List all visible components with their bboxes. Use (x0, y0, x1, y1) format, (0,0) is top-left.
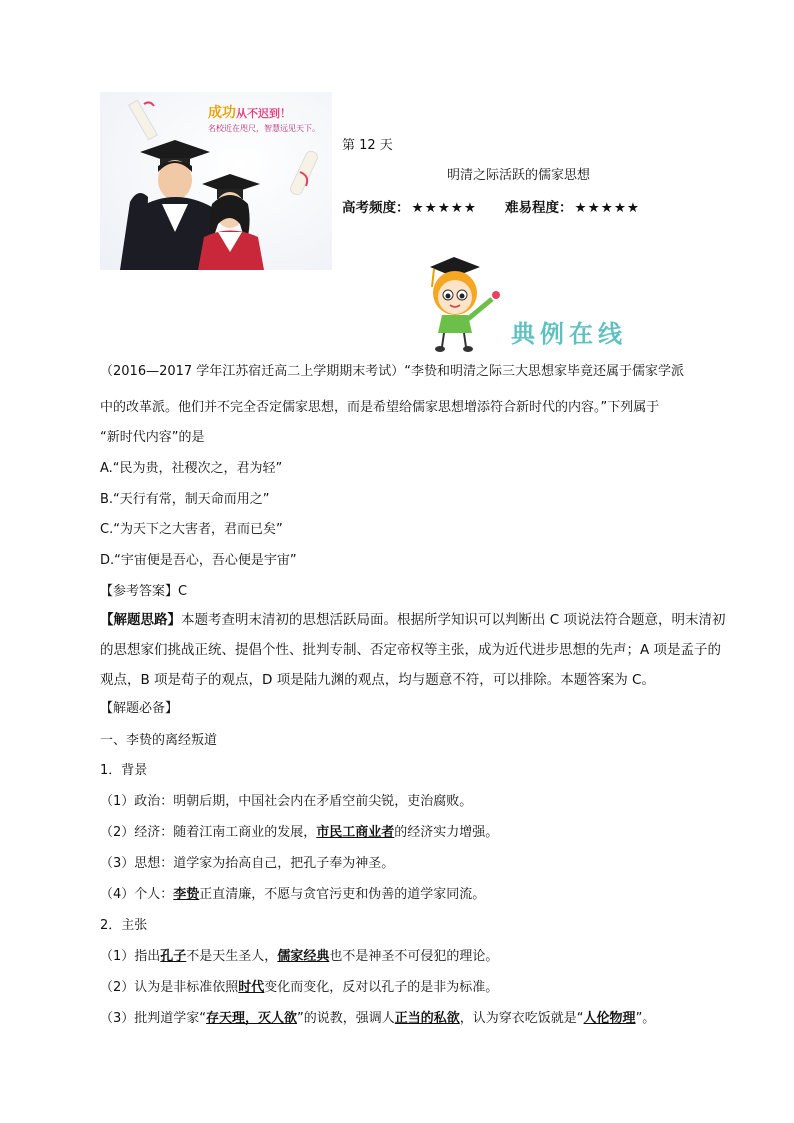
frequency-label: 高考频度： (342, 200, 410, 216)
analysis-line-3: 观点，B 项是荀子的观点，D 项是陆九渊的观点，均与题意不符，可以排除。本题答案为 C。 (100, 672, 655, 688)
claim-2-emphasis-1: 时代 (238, 980, 265, 995)
claim-3-part-3: ，认为穿衣吃饭就是“ (459, 1011, 584, 1026)
answer-row (100, 580, 720, 599)
analysis-line-2: 的思想家们挑战正统、提倡个性、批判专制、否定帝权等主张，成为近代进步思想的先声；A 项是孟子的 (100, 642, 722, 658)
option-b: B.“天行有常，制天命而用之” (100, 492, 270, 507)
option-a: A.“民为贵，社稷次之，君为轻” (100, 461, 283, 476)
claim-3-emphasis-3: 人伦物理 (583, 1011, 636, 1026)
slogan-main-text: 成功 (208, 105, 236, 121)
answer-label: 【参考答案】 (100, 584, 179, 599)
essentials-heading-1: 一、李贽的离经叛道 (100, 733, 218, 748)
essentials-label: 【解题必备】 (100, 701, 179, 716)
claim-3 (100, 1007, 720, 1026)
economy-prefix: （2）经济：随着江南工商业的发展， (100, 825, 317, 840)
slogan-accent-text: 从不迟到！ (236, 107, 291, 120)
background-person (100, 883, 720, 902)
claim-3-part-2: ”的说教，强调人 (297, 1011, 395, 1026)
topic-title: 明清之际活跃的儒家思想 (447, 168, 591, 183)
section-title: 典例在线 (511, 319, 627, 348)
header-banner-image (100, 92, 332, 270)
question-line-3: “新时代内容”的是 (100, 430, 205, 445)
background-thought: （3）思想：道学家为抬高自己，把孔子奉为神圣。 (100, 856, 395, 871)
person-emphasis: 李贽 (173, 887, 200, 902)
slogan-main (208, 102, 291, 122)
claim-1-part-1: （1）指出 (100, 949, 161, 964)
essentials-sub-2: 2．主张 (100, 918, 148, 933)
claim-3-part-4: ”。 (635, 1011, 656, 1026)
person-suffix: 正直清廉，不愿与贪官污吏和伪善的道学家同流。 (199, 887, 486, 902)
question-line-1: （2016—2017 学年江苏宿迁高二上学期期末考试）“李贽和明清之际三大思想家毕竟还属于儒家学派 (100, 364, 685, 379)
claim-1-emphasis-1: 孔子 (160, 949, 187, 964)
background-politics: （1）政治：明朝后期，中国社会内在矛盾空前尖锐，吏治腐败。 (100, 794, 473, 809)
claim-1-part-3: 也不是神圣不可侵犯的理论。 (329, 949, 499, 964)
claim-1-part-2: 不是天生圣人， (186, 949, 278, 964)
difficulty-stars: ★★★★★ (574, 200, 641, 216)
slogan-sub: 名校近在咫尺，智慧远见天下。 (208, 124, 320, 133)
economy-suffix: 的经济实力增强。 (394, 825, 499, 840)
essentials-sub-1: 1．背景 (100, 763, 148, 778)
difficulty-label: 难易程度： (505, 200, 573, 216)
answer-value: C (178, 584, 188, 599)
claim-1 (100, 945, 720, 964)
analysis-line-1 (100, 608, 726, 628)
claim-3-emphasis-1: 存天理，灭人欲 (206, 1011, 298, 1026)
economy-emphasis: 市民工商业者 (316, 825, 395, 840)
claim-3-part-1: （3）批判道学家“ (100, 1011, 207, 1026)
claim-3-emphasis-2: 正当的私欲 (394, 1011, 460, 1026)
day-number: 第 12 天 (342, 138, 393, 153)
question-line-2: 中的改革派。他们并不完全否定儒家思想，而是希望给儒家思想增添符合新时代的内容。”下列属于 (100, 400, 660, 415)
claim-2-part-2: 变化而变化，反对以孔子的是非为标准。 (264, 980, 499, 995)
claim-2 (100, 976, 720, 995)
background-economy (100, 821, 720, 840)
analysis-text-1: 本题考查明末清初的思想活跃局面。根据所学知识可以判断出 C 项说法符合题意，明末清初 (181, 612, 726, 628)
claim-2-part-1: （2）认为是非标准依照 (100, 980, 239, 995)
option-c: C.“为天下之大害者，君而已矣” (100, 522, 283, 537)
option-d: D.“宇宙便是吾心，吾心便是宇宙” (100, 553, 297, 568)
frequency-stars: ★★★★★ (411, 200, 478, 216)
person-prefix: （4）个人： (100, 887, 174, 902)
rating-row (342, 196, 640, 216)
analysis-label: 【解题思路】 (100, 612, 181, 628)
claim-1-emphasis-2: 儒家经典 (277, 949, 330, 964)
